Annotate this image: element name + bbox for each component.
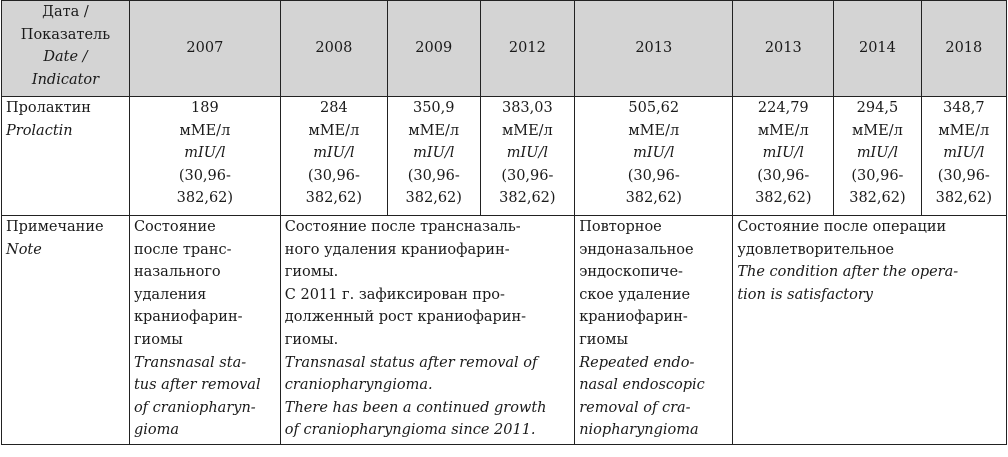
prolactin-range-end: 382,62): [176, 190, 234, 207]
prolactin-value-cell: [575, 97, 733, 216]
note-row: [2, 216, 1007, 445]
prolactin-range-start: (30,96-: [307, 167, 360, 184]
prolactin-unit-ru: мМЕ/л: [852, 122, 903, 139]
prolactin-row: [2, 97, 1007, 216]
note-line-ru: С 2011 г. зафиксирован про-: [284, 286, 505, 303]
note-line-en: nasal endoscopic: [579, 377, 705, 394]
note-label-en: Note: [6, 241, 42, 258]
note-2013-2018-cell: [733, 216, 1007, 445]
note-line-ru: гиомы.: [284, 331, 339, 348]
prolactin-value: 189: [191, 100, 219, 116]
note-line-en: Transnasal status after removal of: [284, 354, 538, 371]
header-label-en-2: Indicator: [31, 71, 100, 88]
prolactin-value-cell: [733, 97, 834, 216]
prolactin-unit-en: mIU/l: [184, 145, 226, 162]
note-line-ru: ское удаление: [579, 286, 691, 303]
note-line-en: tion is satisfactory: [737, 286, 873, 303]
clinical-table: [1, 0, 1007, 445]
prolactin-value-cell: [834, 97, 921, 216]
prolactin-value: 350,9: [412, 100, 455, 116]
note-line-ru: Состояние после операции: [737, 219, 947, 235]
prolactin-unit-ru: мМЕ/л: [938, 122, 990, 139]
note-label-ru: Примечание: [6, 219, 104, 235]
note-line-en: of craniopharyngioma since 2011.: [284, 422, 536, 439]
note-line-ru: Состояние: [133, 219, 216, 235]
prolactin-range-end: 382,62): [755, 190, 812, 207]
prolactin-value-cell: [280, 97, 387, 216]
header-year: 2009: [387, 1, 480, 97]
note-line-ru: гиомы: [579, 331, 629, 348]
note-line-ru: гиомы: [133, 331, 183, 348]
prolactin-value: 294,5: [856, 100, 899, 116]
prolactin-unit-ru: мМЕ/л: [501, 122, 553, 139]
note-line-ru: гиомы.: [284, 264, 339, 281]
prolactin-range-start: (30,96-: [407, 167, 460, 184]
prolactin-unit-ru: мМЕ/л: [628, 122, 680, 139]
note-line-ru: удовлетворительное: [737, 241, 895, 258]
note-line-en: craniopharyngioma.: [284, 377, 433, 394]
prolactin-label-en: Prolactin: [6, 122, 73, 139]
prolactin-value: 383,03: [501, 100, 553, 116]
note-line-ru: после транс-: [133, 241, 232, 258]
header-year: 2012: [480, 1, 575, 97]
prolactin-value: 284: [320, 100, 348, 116]
prolactin-unit-en: mIU/l: [413, 145, 455, 162]
prolactin-unit-en: mIU/l: [762, 145, 804, 162]
header-label-ru-1: Дата /: [42, 4, 89, 20]
note-line-ru: эндоназальное: [579, 241, 694, 258]
header-year: 2007: [129, 1, 280, 97]
note-label-cell: [2, 216, 130, 445]
note-line-ru: Состояние после трансназаль-: [284, 219, 521, 235]
prolactin-unit-en: mIU/l: [506, 145, 548, 162]
header-label-cell: [2, 1, 130, 97]
prolactin-label-ru: Пролактин: [6, 100, 91, 116]
prolactin-range-end: 382,62): [935, 190, 993, 207]
prolactin-range-end: 382,62): [499, 190, 556, 207]
header-row: [2, 1, 1007, 97]
prolactin-range-start: (30,96-: [937, 167, 990, 184]
note-line-en: of craniopharyn-: [133, 399, 256, 416]
header-year: 2013: [733, 1, 834, 97]
prolactin-range-end: 382,62): [849, 190, 906, 207]
header-year: 2013: [575, 1, 733, 97]
note-2008-2012-cell: [280, 216, 574, 445]
note-line-en: tus after removal: [133, 377, 261, 394]
prolactin-range-end: 382,62): [305, 190, 363, 207]
prolactin-value: 505,62: [628, 100, 680, 116]
note-line-en: removal of cra-: [579, 399, 691, 416]
prolactin-unit-ru: мМЕ/л: [757, 122, 809, 139]
prolactin-value-cell: [129, 97, 280, 216]
note-line-en: There has been a continued growth: [284, 399, 547, 416]
prolactin-label-cell: [2, 97, 130, 216]
prolactin-unit-ru: мМЕ/л: [408, 122, 460, 139]
prolactin-value: 348,7: [943, 100, 985, 116]
note-line-ru: эндоскопиче-: [579, 264, 683, 281]
note-line-en: gioma: [133, 422, 179, 439]
note-line-ru: удаления: [133, 286, 207, 303]
prolactin-value-cell: [921, 97, 1006, 216]
prolactin-range-start: (30,96-: [627, 167, 680, 184]
note-2007-cell: [129, 216, 280, 445]
prolactin-range-end: 382,62): [625, 190, 682, 207]
note-line-ru: долженный рост краниофарин-: [284, 309, 527, 326]
prolactin-unit-en: mIU/l: [856, 145, 899, 162]
prolactin-range-start: (30,96-: [178, 167, 231, 184]
prolactin-unit-ru: мМЕ/л: [308, 122, 360, 139]
prolactin-range-start: (30,96-: [501, 167, 554, 184]
note-line-ru: краниофарин-: [579, 309, 688, 326]
note-line-ru: назального: [133, 264, 221, 281]
header-year: 2018: [921, 1, 1006, 97]
prolactin-range-end: 382,62): [405, 190, 462, 207]
note-line-en: Transnasal sta-: [133, 354, 247, 371]
prolactin-unit-en: mIU/l: [943, 145, 985, 162]
prolactin-range-start: (30,96-: [757, 167, 810, 184]
prolactin-unit-ru: мМЕ/л: [179, 122, 231, 139]
header-year: 2008: [280, 1, 387, 97]
prolactin-value: 224,79: [757, 100, 809, 116]
note-line-en: The condition after the opera-: [737, 264, 959, 281]
prolactin-unit-en: mIU/l: [313, 145, 355, 162]
prolactin-range-start: (30,96-: [851, 167, 904, 184]
note-line-en: Repeated endo-: [579, 354, 695, 371]
note-line-ru: ного удаления краниофарин-: [284, 241, 510, 258]
header-year: 2014: [834, 1, 921, 97]
prolactin-unit-en: mIU/l: [633, 145, 675, 162]
prolactin-value-cell: [387, 97, 480, 216]
note-line-en: niopharyngioma: [579, 422, 699, 439]
header-label-en-1: Date /: [43, 49, 88, 66]
note-line-ru: Повторное: [579, 219, 662, 235]
header-label-ru-2: Показатель: [20, 26, 111, 43]
note-line-ru: краниофарин-: [133, 309, 243, 326]
note-2013-cell: [575, 216, 733, 445]
prolactin-value-cell: [480, 97, 575, 216]
